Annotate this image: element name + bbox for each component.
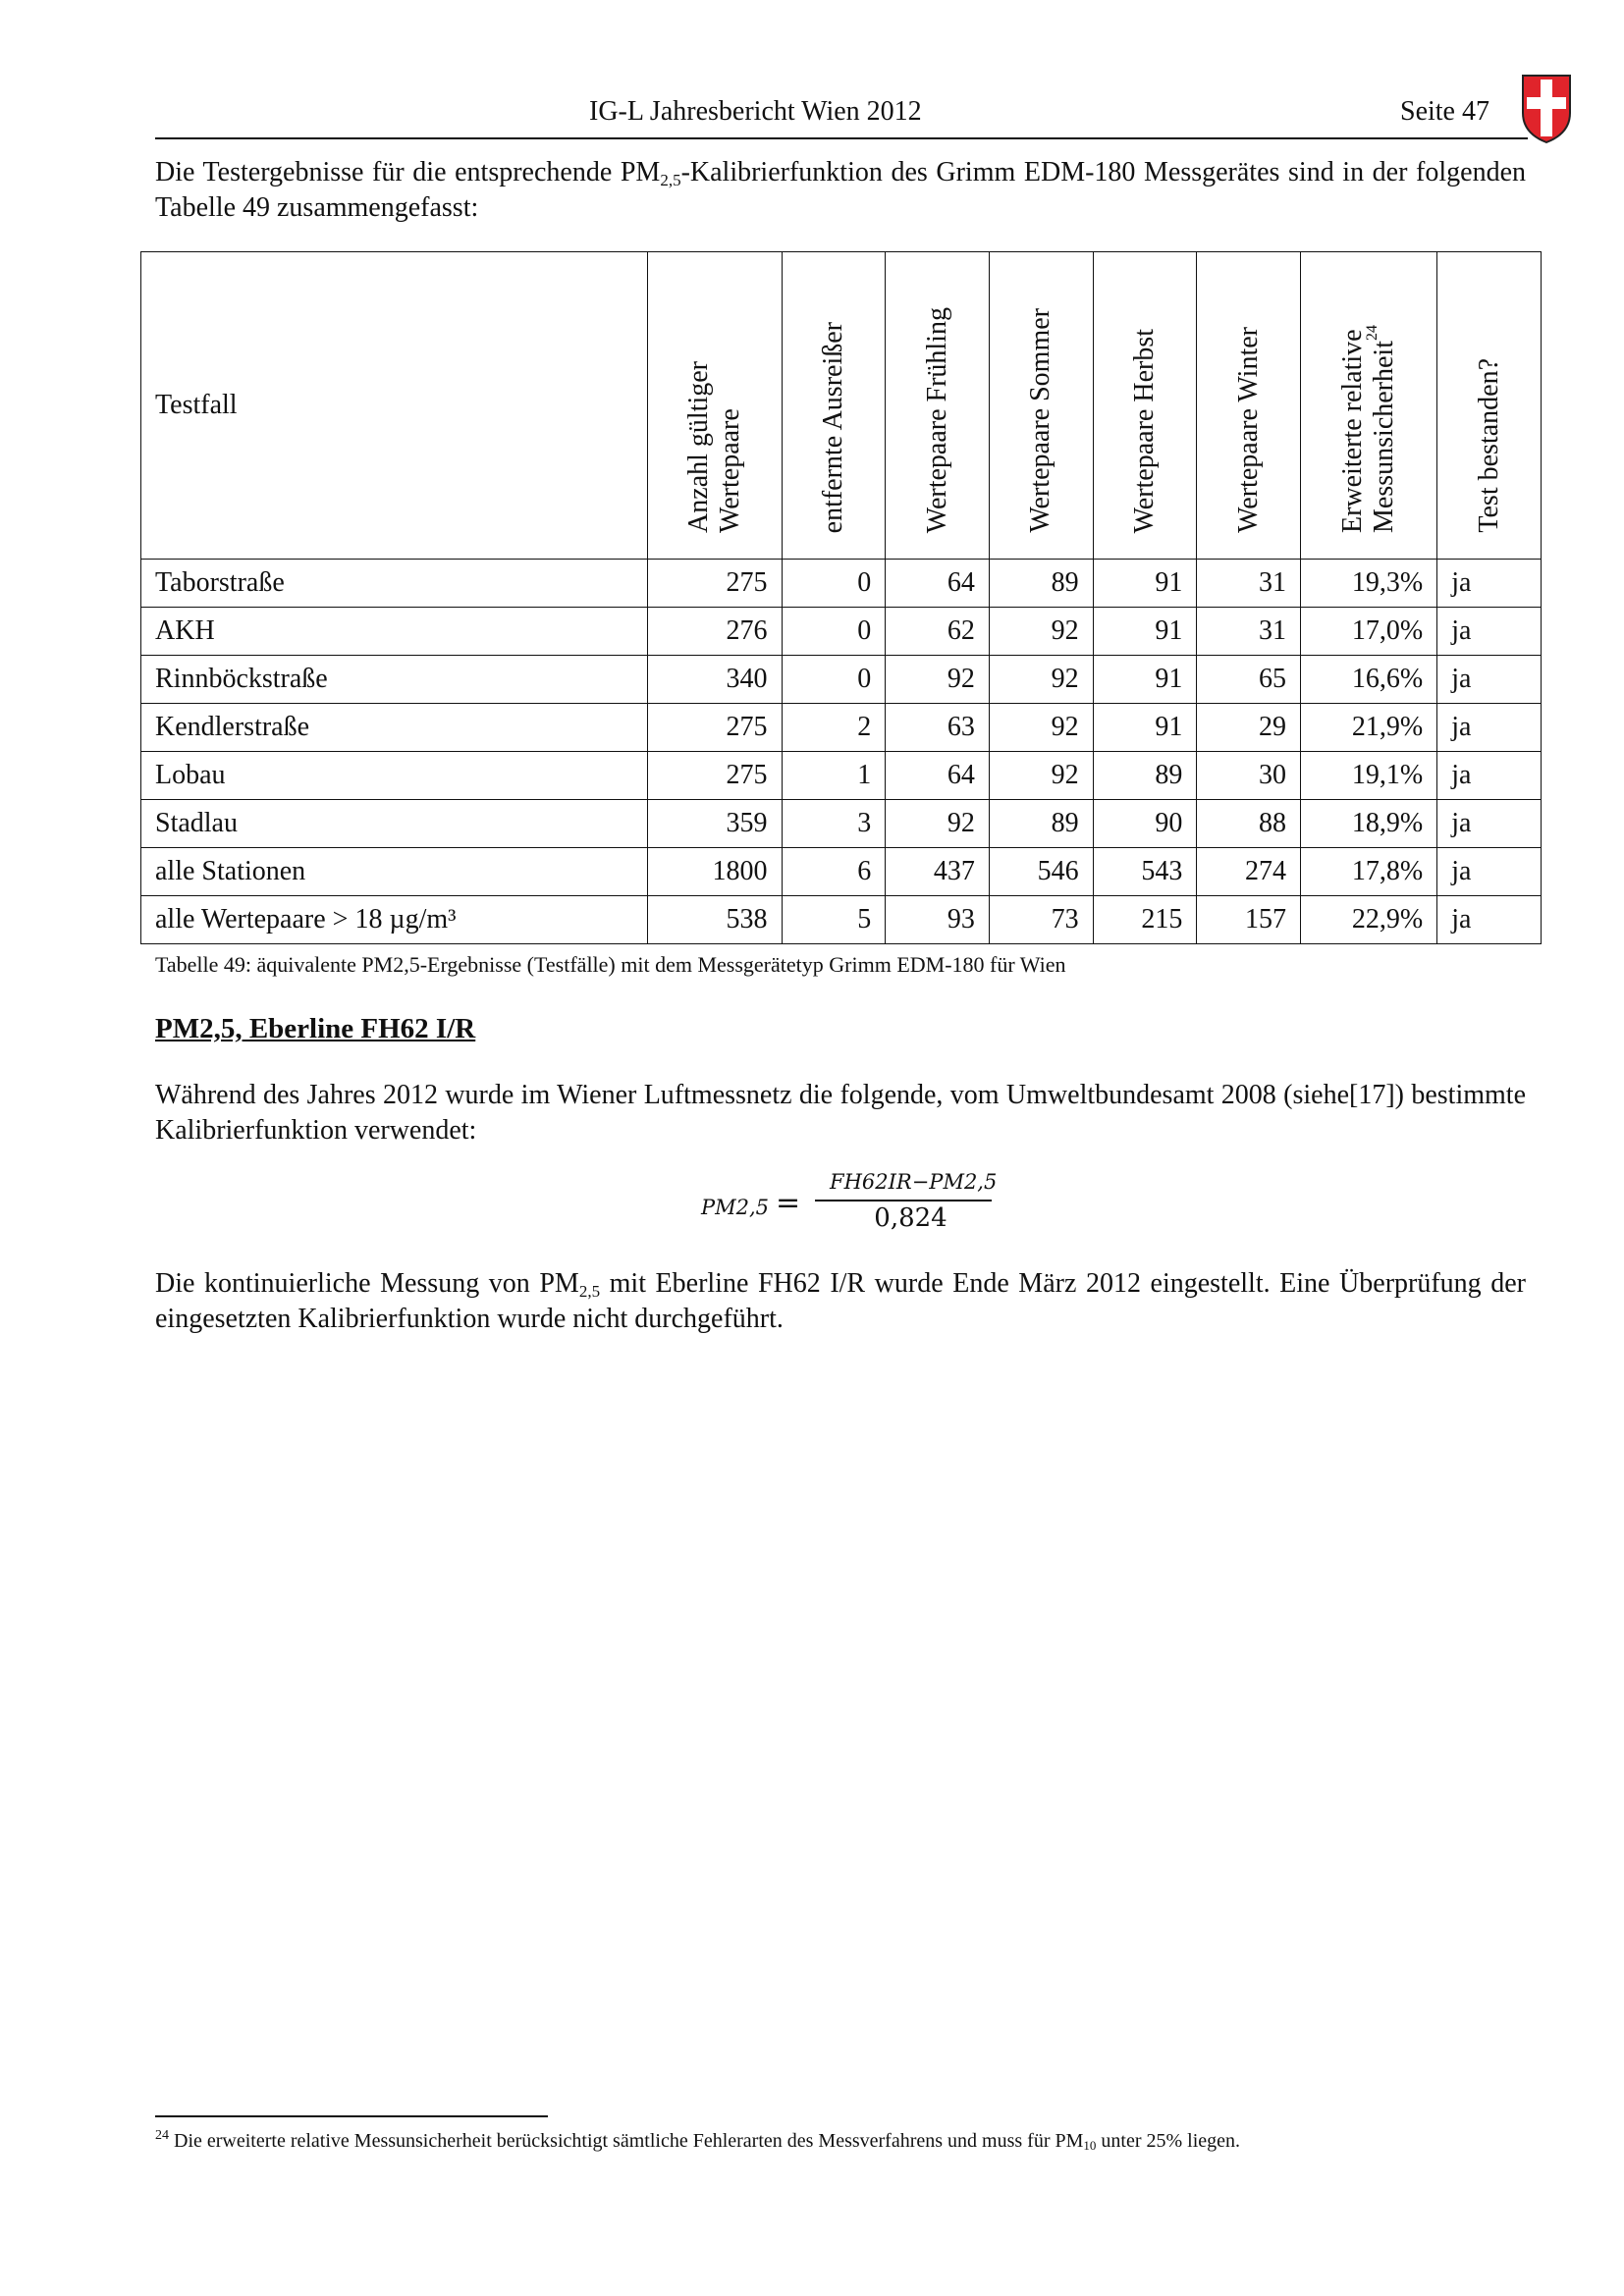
cell-fruehling: 92 [886, 656, 990, 704]
cell-herbst: 543 [1093, 848, 1197, 896]
cell-winter: 30 [1197, 752, 1301, 800]
header-fruehling-text: Wertepaare Frühling [921, 306, 952, 533]
measurement-end-paragraph [155, 1266, 1526, 1337]
cell-winter: 157 [1197, 896, 1301, 944]
cell-herbst: 91 [1093, 704, 1197, 752]
cell-bestanden: ja [1437, 800, 1542, 848]
footnote-mark: 24 [155, 2128, 169, 2143]
cell-fruehling: 64 [886, 752, 990, 800]
table-row [141, 800, 1542, 848]
intro-text-2: -Kalibrierfunktion des Grimm EDM-180 Messgerätes sind in der folgenden Tabelle 49 zusammengefasst: [155, 157, 1526, 223]
formula-numerator: FH62IR−PM2,5 [830, 1170, 998, 1194]
footnote-text-1: Die erweiterte relative Messunsicherheit berücksichtigt sämtliche Fehlerarten des Messverfahrens und muss für PM [169, 2130, 1084, 2152]
cell-ausreisser: 0 [782, 608, 886, 656]
footnote-reference: 24 [1364, 325, 1381, 342]
cell-testfall: Stadlau [141, 800, 648, 848]
cell-unsicherheit: 16,6% [1301, 656, 1437, 704]
formula-fraction-bar [815, 1200, 992, 1201]
cell-herbst: 91 [1093, 656, 1197, 704]
cell-sommer: 89 [989, 560, 1093, 608]
para3-subscript: 2,5 [578, 1282, 601, 1301]
footnote-text-2: unter 25% liegen. [1096, 2130, 1241, 2152]
table-row [141, 608, 1542, 656]
cell-testfall: AKH [141, 608, 648, 656]
cell-fruehling: 63 [886, 704, 990, 752]
header-ausreisser [782, 252, 886, 560]
cell-anzahl: 359 [648, 800, 782, 848]
header-winter-text: Wertepaare Winter [1232, 327, 1264, 533]
table-header-row [141, 252, 1542, 560]
cell-herbst: 90 [1093, 800, 1197, 848]
header-ausreisser-text: entfernte Ausreißer [817, 321, 848, 533]
cell-sommer: 92 [989, 608, 1093, 656]
cell-unsicherheit: 22,9% [1301, 896, 1437, 944]
cell-ausreisser: 6 [782, 848, 886, 896]
table-row [141, 896, 1542, 944]
cell-herbst: 215 [1093, 896, 1197, 944]
cell-ausreisser: 5 [782, 896, 886, 944]
table-row [141, 656, 1542, 704]
cell-unsicherheit: 21,9% [1301, 704, 1437, 752]
footnote [155, 2130, 1240, 2153]
table-body [141, 560, 1542, 944]
cell-fruehling: 93 [886, 896, 990, 944]
cell-winter: 31 [1197, 560, 1301, 608]
cell-bestanden: ja [1437, 704, 1542, 752]
cell-ausreisser: 0 [782, 560, 886, 608]
calibration-paragraph: Während des Jahres 2012 wurde im Wiener Luftmessnetz die folgende, vom Umweltbundesamt 2008 (siehe[17]) bestimmte Kalibrierfunktion verwendet: [155, 1080, 1526, 1146]
formula-denominator: 0,824 [874, 1203, 947, 1233]
cell-anzahl: 275 [648, 752, 782, 800]
header-unsicherheit [1301, 252, 1437, 560]
header-sommer [989, 252, 1093, 560]
header-unsicherheit-line2: Messunsicherheit [1369, 341, 1400, 533]
intro-paragraph [155, 155, 1526, 226]
table-row [141, 848, 1542, 896]
cell-fruehling: 92 [886, 800, 990, 848]
header-herbst-text: Wertepaare Herbst [1128, 328, 1160, 533]
header-fruehling [886, 252, 990, 560]
cell-ausreisser: 0 [782, 656, 886, 704]
header-rule [155, 137, 1528, 139]
header-bestanden [1437, 252, 1542, 560]
formula-equals: = [776, 1186, 801, 1220]
cell-bestanden: ja [1437, 608, 1542, 656]
cell-winter: 65 [1197, 656, 1301, 704]
cell-anzahl: 276 [648, 608, 782, 656]
cell-bestanden: ja [1437, 752, 1542, 800]
cell-bestanden: ja [1437, 560, 1542, 608]
cell-winter: 31 [1197, 608, 1301, 656]
cell-testfall: Rinnböckstraße [141, 656, 648, 704]
intro-text-1: Die Testergebnisse für die entsprechende PM [155, 157, 661, 187]
table-row [141, 752, 1542, 800]
cell-testfall: alle Stationen [141, 848, 648, 896]
cell-testfall: alle Wertepaare > 18 µg/m³ [141, 896, 648, 944]
cell-bestanden: ja [1437, 656, 1542, 704]
cell-unsicherheit: 17,0% [1301, 608, 1437, 656]
cell-herbst: 91 [1093, 560, 1197, 608]
intro-subscript: 2,5 [660, 171, 681, 189]
cell-sommer: 73 [989, 896, 1093, 944]
cell-anzahl: 1800 [648, 848, 782, 896]
results-table [140, 251, 1542, 944]
cell-sommer: 546 [989, 848, 1093, 896]
footnote-rule [155, 2115, 548, 2117]
cell-testfall: Taborstraße [141, 560, 648, 608]
calibration-formula [687, 1168, 1041, 1237]
page-number: Seite 47 [1400, 96, 1489, 127]
header-testfall: Testfall [141, 252, 648, 560]
cell-anzahl: 275 [648, 704, 782, 752]
cell-sommer: 92 [989, 704, 1093, 752]
table-row [141, 704, 1542, 752]
cell-fruehling: 64 [886, 560, 990, 608]
cell-anzahl: 538 [648, 896, 782, 944]
cell-testfall: Lobau [141, 752, 648, 800]
cell-winter: 29 [1197, 704, 1301, 752]
cell-herbst: 89 [1093, 752, 1197, 800]
cell-fruehling: 62 [886, 608, 990, 656]
cell-unsicherheit: 19,3% [1301, 560, 1437, 608]
header-herbst [1093, 252, 1197, 560]
header-anzahl-line1: Anzahl gültiger [682, 361, 714, 533]
footnote-subscript: 10 [1083, 2138, 1097, 2153]
cell-herbst: 91 [1093, 608, 1197, 656]
table-row [141, 560, 1542, 608]
header-winter [1197, 252, 1301, 560]
cell-sommer: 92 [989, 752, 1093, 800]
cell-fruehling: 437 [886, 848, 990, 896]
cell-unsicherheit: 19,1% [1301, 752, 1437, 800]
cell-unsicherheit: 17,8% [1301, 848, 1437, 896]
cell-ausreisser: 2 [782, 704, 886, 752]
table-caption: Tabelle 49: äquivalente PM2,5-Ergebnisse (Testfälle) mit dem Messgerätetyp Grimm EDM-180 für Wien [155, 952, 1066, 977]
cell-sommer: 92 [989, 656, 1093, 704]
cell-ausreisser: 1 [782, 752, 886, 800]
formula-lhs: PM2,5 [701, 1196, 770, 1219]
cell-anzahl: 275 [648, 560, 782, 608]
cell-unsicherheit: 18,9% [1301, 800, 1437, 848]
cell-bestanden: ja [1437, 848, 1542, 896]
header-bestanden-text: Test bestanden? [1473, 358, 1504, 533]
section-heading: PM2,5, Eberline FH62 I/R [155, 1013, 476, 1044]
running-header-title: IG-L Jahresbericht Wien 2012 [589, 96, 922, 127]
cell-anzahl: 340 [648, 656, 782, 704]
cell-winter: 88 [1197, 800, 1301, 848]
cell-sommer: 89 [989, 800, 1093, 848]
cell-ausreisser: 3 [782, 800, 886, 848]
para3-text-2: mit Eberline FH62 I/R wurde Ende März 2012 eingestellt. Eine Überprüfung der eingesetzten Kalibrierfunktion wurde nicht durchgeführt. [155, 1268, 1526, 1334]
header-unsicherheit-line1: Erweiterte relative [1337, 329, 1369, 533]
vienna-crest-icon [1520, 74, 1573, 144]
header-anzahl [648, 252, 782, 560]
para3-text-1: Die kontinuierliche Messung von PM [155, 1268, 579, 1299]
header-sommer-text: Wertepaare Sommer [1025, 308, 1056, 533]
cell-bestanden: ja [1437, 896, 1542, 944]
cell-winter: 274 [1197, 848, 1301, 896]
cell-testfall: Kendlerstraße [141, 704, 648, 752]
header-anzahl-line2: Wertepaare [714, 408, 745, 533]
